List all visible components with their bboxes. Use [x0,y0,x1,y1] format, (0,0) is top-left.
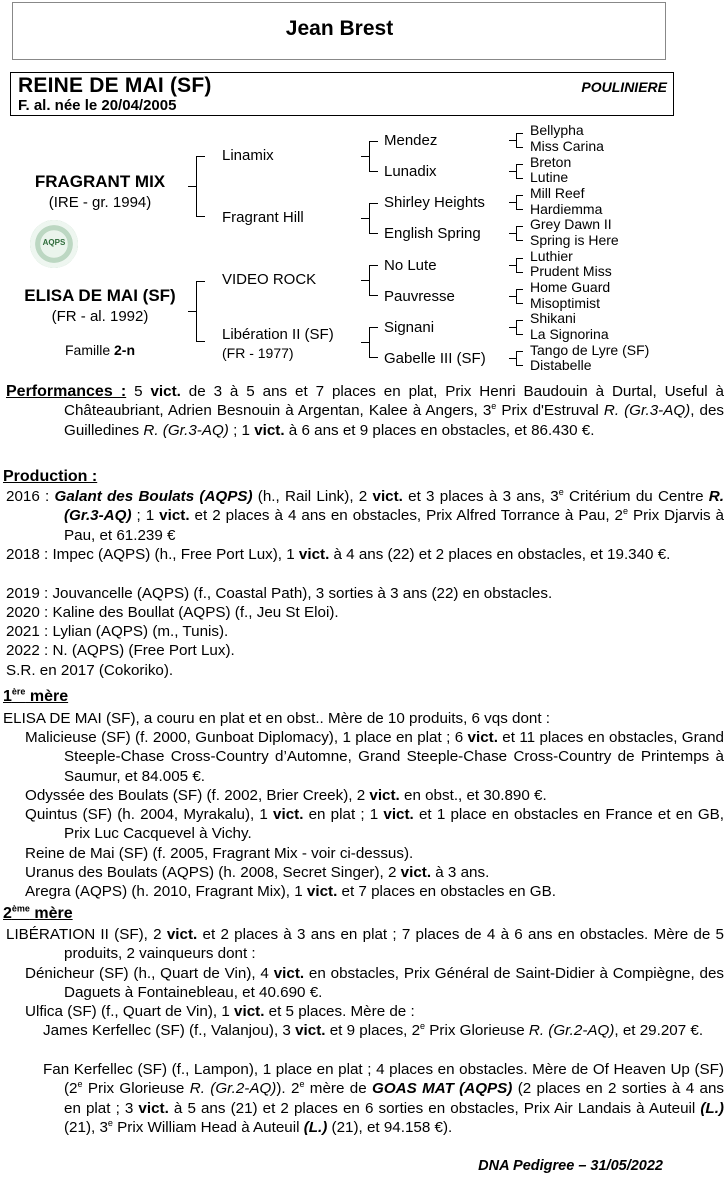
gen3-name: Mendez [384,132,438,149]
horse-name: REINE DE MAI (SF) [18,74,212,97]
dam-info: (FR - al. 1992) [51,308,149,325]
mere1-produit: Reine de Mai (SF) (f. 2005, Fragrant Mix - voir ci-dessus). [25,845,414,862]
gen4-name: Prudent Miss [530,263,612,279]
gen4-name: Spring is Here [530,232,619,248]
horse-status: POULINIERE [581,79,667,95]
mere1-produit: Aregra (AQPS) (h. 2010, Fragrant Mix), 1 vict. et 7 places en obstacles en GB. [25,883,556,900]
gen3-name: Pauvresse [384,288,455,305]
mere1-heading: 1ère mère [3,686,69,705]
production-item: 2016 : Galant des Boulats (AQPS) (h., Rail Link), 2 vict. et 3 places à 3 ans, 3e Critérium du Centre R. (Gr.3-AQ) ; 1 vict. et 2 places à 4 ans en obstacles, Prix Alfred Torrance à Pau, 2e Prix Djarvis à Pau, et 61.239 € [6,486,724,544]
mere1-produit: Quintus (SF) (h. 2004, Myrakalu), 1 vict. en plat ; 1 vict. et 1 place en obstacles en France et en GB, Prix Luc Cacquevel à Vichy. [25,806,724,843]
production-item: S.R. en 2017 (Cokoriko). [6,662,174,679]
gen2-note: (FR - 1977) [222,345,294,361]
gen3-name: Gabelle III (SF) [384,350,486,367]
gen4-name: Shikani [530,310,576,326]
gen4-name: Miss Carina [530,138,604,154]
gen3-name: Shirley Heights [384,194,485,211]
sire-info: (IRE - gr. 1994) [48,194,152,211]
gen2-name: Fragrant Hill [222,209,304,226]
performances-section: Performances : 5 vict. de 3 à 5 ans et 7 places en plat, Prix Henri Baudouin à Durtal, Useful à Châteaubriant, Adrien Besnouin à Argentan, Kalee à Angers, 3e Prix d'Estruval R. (Gr.3-AQ), des Guilledines R. (Gr.3-AQ) ; 1 vict. à 6 ans et 9 places en obstacles, et 86.430 €. [6,383,724,439]
sire-name: FRAGRANT MIX [34,172,166,191]
horse-birth: F. al. née le 20/04/2005 [18,97,177,114]
gen4-name: Distabelle [530,357,592,373]
production-item: 2019 : Jouvancelle (AQPS) (f., Coastal Path), 3 sorties à 3 ans (22) en obstacles. [6,585,553,602]
gen4-name: Tango de Lyre (SF) [530,342,650,358]
dam-name: ELISA DE MAI (SF) [24,286,176,305]
gen3-name: English Spring [384,225,481,242]
gen2-name: Libération II (SF) [222,326,334,343]
mere2-produit: Ulfica (SF) (f., Quart de Vin), 1 vict. et 5 places. Mère de : [25,1003,415,1020]
breeder-name: Jean Brest [285,17,394,40]
gen3-name: Signani [384,319,435,336]
mere2-produit: Dénicheur (SF) (h., Quart de Vin), 4 vict. en obstacles, Prix Général de Saint-Didier à Compiègne, des Daguets à Fontainebleau, et 40.690 €. [25,965,724,1002]
gen4-name: Lutine [530,169,569,185]
famille: Famille 2-n [64,342,135,358]
gen4-name: Luthier [530,248,573,264]
mere1-produit: Odyssée des Boulats (SF) (f. 2002, Brier Creek), 2 vict. en obst., et 30.890 €. [25,787,547,804]
gen4-name: Breton [530,154,572,170]
mere2-intro: LIBÉRATION II (SF), 2 vict. et 2 places à 3 ans en plat ; 7 places de 4 à 6 ans en obstacles. Mère de 5 produits, 2 vainqueurs dont : [6,926,724,963]
gen2-name: VIDEO ROCK [222,271,317,288]
footer-source: DNA Pedigree – 31/05/2022 [478,1158,663,1174]
mere2-heading: 2ème mère [3,903,73,922]
gen4-name: Mill Reef [530,185,585,201]
mere2-sous-produit: Fan Kerfellec (SF) (f., Lampon), 1 place en plat ; 4 places en obstacles. Mère de Of Heaven Up (SF) (2e Prix Glorieuse R. (Gr.2-AQ)). 2e mère de GOAS MAT (AQPS) (2 places en 2 sorties à 4 ans en plat ; 3 vict. à 5 ans (21) et 2 places en 6 sorties en obstacles, Prix Air Landais à Auteuil (L.) (21), 3e Prix William Head à Auteuil (L.) (21), et 94.158 €). [43,1061,724,1137]
production-heading: Production : [3,468,98,485]
production-item: 2020 : Kaline des Boullat (AQPS) (f., Jeu St Eloi). [6,604,339,621]
gen4-name: Hardiemma [530,201,603,217]
gen4-name: Grey Dawn II [530,216,612,232]
gen4-name: La Signorina [530,326,609,342]
gen4-name: Bellypha [530,122,584,138]
production-item: 2021 : Lylian (AQPS) (m., Tunis). [6,623,229,640]
mere2-sous-produit: James Kerfellec (SF) (f., Valanjou), 3 vict. et 9 places, 2e Prix Glorieuse R. (Gr.2-AQ), et 29.207 €. [43,1020,704,1039]
gen4-name: Misoptimist [530,295,601,311]
gen2-name: Linamix [222,147,274,164]
gen3-name: Lunadix [384,163,437,180]
gen3-name: No Lute [384,257,437,274]
production-item: 2022 : N. (AQPS) (Free Port Lux). [6,642,235,659]
gen4-name: Home Guard [530,279,611,295]
mere1-produit: Malicieuse (SF) (f. 2000, Gunboat Diplomacy), 1 place en plat ; 6 vict. et 11 places en obstacles, Grand Steeple-Chase Cross-Country d’Automne, Grand Steeple-Chase Cross-Country de Printemps à Saumur, et 84.005 €. [25,729,724,785]
production-item: 2018 : Impec (AQPS) (h., Free Port Lux), 1 vict. à 4 ans (22) et 2 places en obstacles, et 19.340 €. [6,546,671,563]
mere1-produit: Uranus des Boulats (AQPS) (h. 2008, Secret Singer), 2 vict. à 3 ans. [25,864,490,881]
mere1-intro: ELISA DE MAI (SF), a couru en plat et en obst.. Mère de 10 produits, 6 vqs dont : [3,710,551,727]
